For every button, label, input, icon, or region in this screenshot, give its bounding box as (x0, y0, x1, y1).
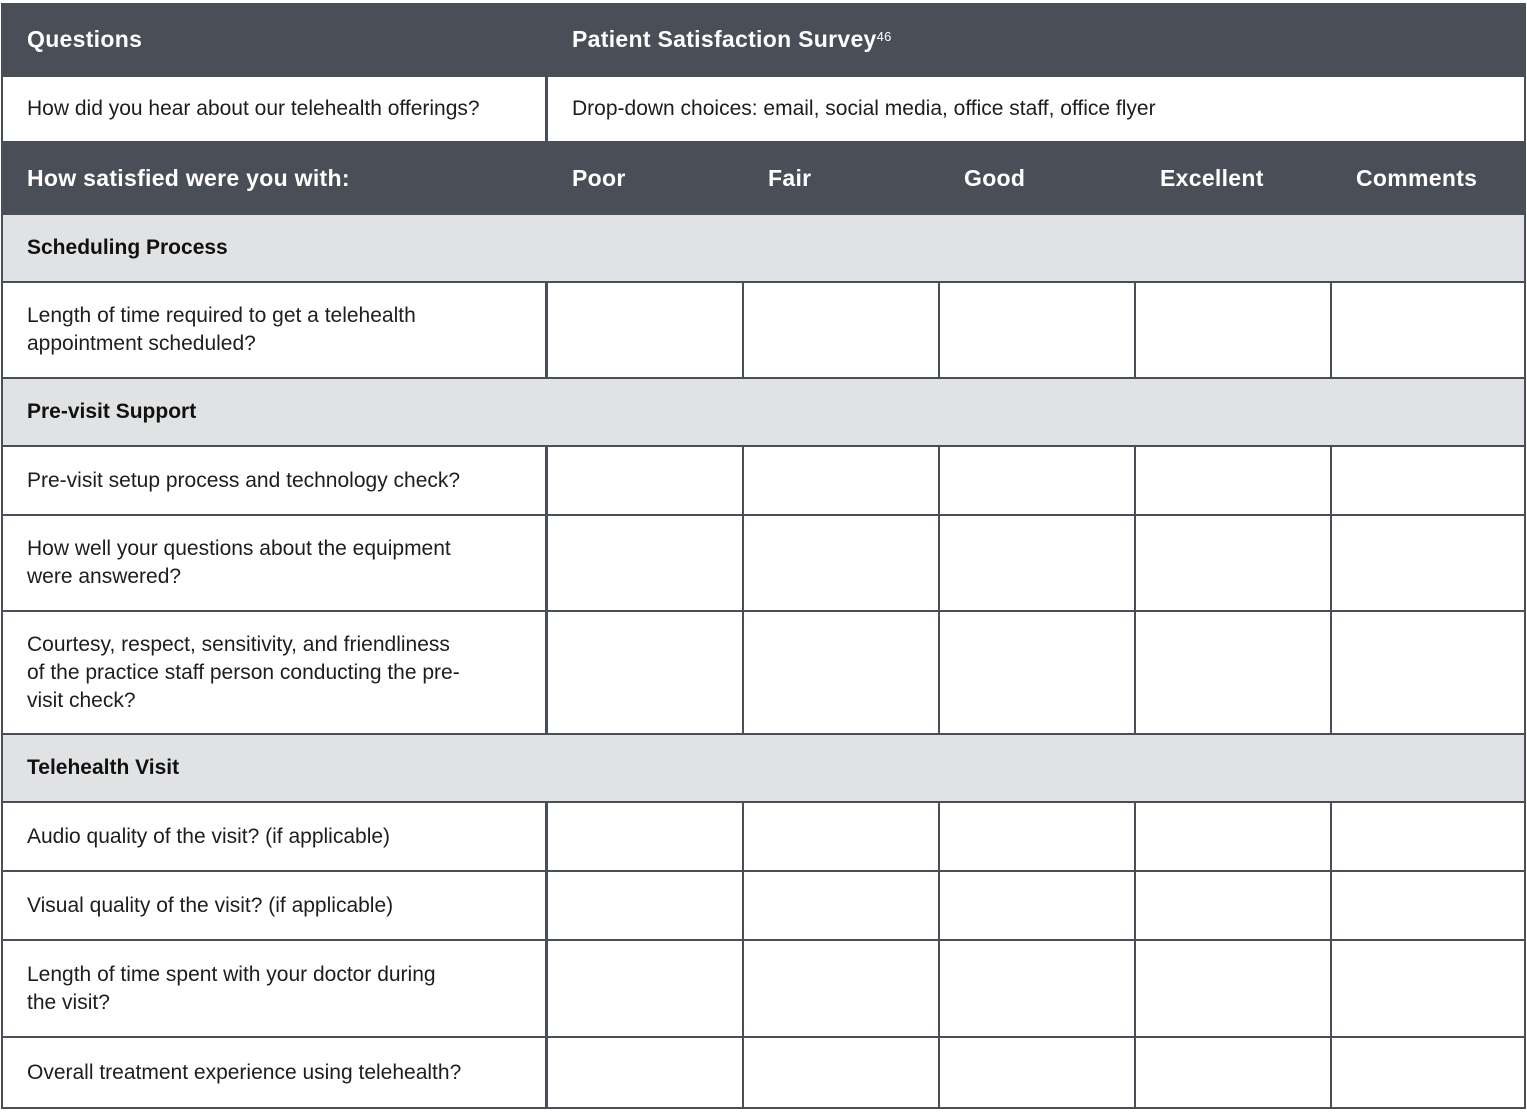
rating-cell-poor[interactable] (548, 941, 742, 1036)
rating-cell-good[interactable] (940, 516, 1134, 610)
section-title: Scheduling Process (3, 215, 1524, 281)
rating-cell-good[interactable] (940, 612, 1134, 733)
rating-cell-good[interactable] (940, 447, 1134, 514)
comments-cell[interactable] (1332, 612, 1524, 733)
question-row (1, 872, 1526, 939)
question-text: How well your questions about the equipment were answered? (3, 516, 545, 610)
comments-cell[interactable] (1332, 516, 1524, 610)
section-title: Telehealth Visit (3, 735, 1524, 801)
comments-cell[interactable] (1332, 1038, 1524, 1107)
rating-cell-poor[interactable] (548, 1038, 742, 1107)
rating-cell-fair[interactable] (744, 283, 938, 377)
comments-cell[interactable] (1332, 283, 1524, 377)
question-row (1, 1038, 1526, 1107)
rating-cell-excellent[interactable] (1136, 447, 1330, 514)
comments-cell[interactable] (1332, 447, 1524, 514)
rating-cell-good[interactable] (940, 941, 1134, 1036)
rating-cell-fair[interactable] (744, 516, 938, 610)
table-header-row (1, 3, 1526, 75)
rating-cell-excellent[interactable] (1136, 516, 1330, 610)
ratings-header-row (1, 143, 1526, 213)
question-text: Overall treatment experience using telehealth? (3, 1038, 545, 1107)
intro-question-row (1, 77, 1526, 141)
question-row (1, 941, 1526, 1036)
rating-cell-poor[interactable] (548, 872, 742, 939)
rating-cell-fair[interactable] (744, 612, 938, 733)
question-text: Visual quality of the visit? (if applicable) (3, 872, 545, 939)
question-text: Audio quality of the visit? (if applicable) (3, 803, 545, 870)
intro-answer-dropdown-choices[interactable]: Drop-down choices: email, social media, office staff, office flyer (548, 77, 1524, 141)
rating-cell-poor[interactable] (548, 612, 742, 733)
rating-cell-good[interactable] (940, 1038, 1134, 1107)
section-title: Pre-visit Support (3, 379, 1524, 445)
column-header-fair: Fair (744, 143, 938, 213)
survey-title-footnote: 46 (876, 28, 892, 44)
rating-cell-poor[interactable] (548, 516, 742, 610)
question-text: Length of time required to get a telehealth appointment scheduled? (3, 283, 545, 377)
question-row (1, 803, 1526, 870)
section-row-scheduling-process (1, 215, 1526, 281)
rating-cell-fair[interactable] (744, 447, 938, 514)
satisfaction-survey-table (1, 3, 1526, 1109)
rating-cell-excellent[interactable] (1136, 283, 1330, 377)
column-header-good: Good (940, 143, 1134, 213)
rating-cell-excellent[interactable] (1136, 612, 1330, 733)
question-text: Pre-visit setup process and technology check? (3, 447, 545, 514)
rating-cell-fair[interactable] (744, 872, 938, 939)
question-text: Courtesy, respect, sensitivity, and friendliness of the practice staff person conducting the pre- visit check? (3, 612, 545, 733)
rating-cell-fair[interactable] (744, 1038, 938, 1107)
question-row (1, 516, 1526, 610)
section-row-telehealth-visit (1, 735, 1526, 801)
column-header-poor: Poor (548, 143, 742, 213)
comments-cell[interactable] (1332, 803, 1524, 870)
questions-column-header: Questions (3, 3, 545, 75)
question-row (1, 283, 1526, 377)
rating-cell-poor[interactable] (548, 803, 742, 870)
survey-title: Patient Satisfaction Survey (572, 25, 877, 52)
comments-cell[interactable] (1332, 872, 1524, 939)
rating-cell-good[interactable] (940, 283, 1134, 377)
rating-cell-excellent[interactable] (1136, 941, 1330, 1036)
comments-cell[interactable] (1332, 941, 1524, 1036)
question-row (1, 612, 1526, 733)
question-row (1, 447, 1526, 514)
rating-cell-fair[interactable] (744, 803, 938, 870)
rating-cell-poor[interactable] (548, 447, 742, 514)
rating-cell-fair[interactable] (744, 941, 938, 1036)
rating-cell-excellent[interactable] (1136, 803, 1330, 870)
question-text: Length of time spent with your doctor during the visit? (3, 941, 545, 1036)
survey-title-header (548, 3, 1524, 75)
rating-cell-excellent[interactable] (1136, 1038, 1330, 1107)
rating-cell-excellent[interactable] (1136, 872, 1330, 939)
intro-question-text: How did you hear about our telehealth offerings? (3, 77, 545, 141)
column-header-excellent: Excellent (1136, 143, 1330, 213)
rating-cell-good[interactable] (940, 872, 1134, 939)
rating-cell-poor[interactable] (548, 283, 742, 377)
column-header-comments: Comments (1332, 143, 1524, 213)
section-row-pre-visit-support (1, 379, 1526, 445)
ratings-prompt: How satisfied were you with: (3, 143, 545, 213)
rating-cell-good[interactable] (940, 803, 1134, 870)
